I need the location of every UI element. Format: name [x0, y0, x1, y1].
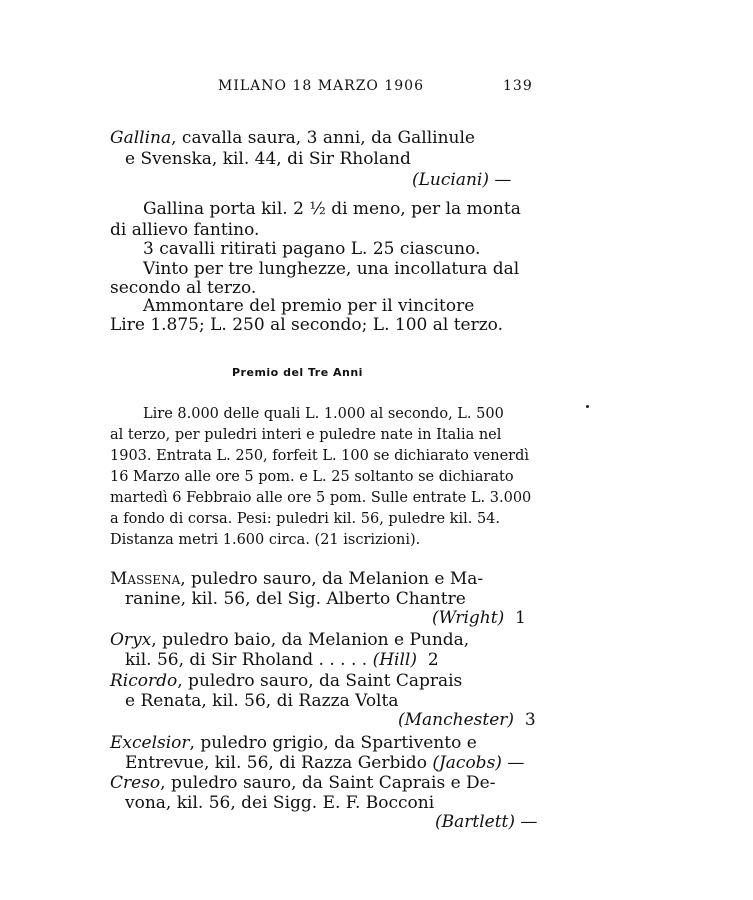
jockey-name: (Wright) — [432, 608, 505, 628]
placing: — — [507, 753, 525, 773]
note-line: 3 cavalli ritirati pagano L. 25 ciascuno. — [143, 239, 481, 259]
entry-gallina-jockey-line — [412, 170, 511, 190]
jockey-name: (Luciani) — [412, 170, 489, 190]
result-line1: Excelsior, puledro grigio, da Spartivento e — [110, 733, 477, 753]
horse-name: Ricordo — [110, 671, 178, 691]
horse-name: Creso — [110, 773, 161, 793]
result-line2: e Renata, kil. 56, di Razza Volta — [125, 691, 399, 711]
result-line1: Massena, puledro sauro, da Melanion e Ma- — [110, 569, 484, 589]
horse-name: Oryx — [110, 630, 152, 650]
note-line: Lire 1.875; L. 250 al secondo; L. 100 al terzo. — [110, 315, 504, 335]
stray-ink-dot — [586, 405, 589, 408]
result-jockey-line — [398, 710, 536, 730]
jockey-name: (Hill) — [372, 650, 417, 670]
note-line: secondo al terzo. — [110, 278, 257, 298]
result-line1: Ricordo, puledro sauro, da Saint Caprais — [110, 671, 463, 691]
conditions-line: 16 Marzo alle ore 5 pom. e L. 25 soltanto se dichiarato — [110, 469, 514, 485]
note-line: Gallina porta kil. 2 ½ di meno, per la monta — [143, 199, 521, 219]
conditions-line: martedì 6 Febbraio alle ore 5 pom. Sulle entrate L. 3.000 — [110, 490, 532, 506]
placing: 2 — [427, 650, 439, 670]
conditions-line: al terzo, per puledri interi e puledre nate in Italia nel — [110, 427, 502, 443]
horse-name: Gallina — [110, 128, 172, 148]
horse-name: Excelsior — [110, 733, 190, 753]
conditions-line: Lire 8.000 delle quali L. 1.000 al secondo, L. 500 — [143, 406, 504, 422]
horse-name: Massena — [110, 569, 181, 589]
race-title: Premio del Tre Anni — [232, 366, 363, 379]
jockey-name: (Jacobs) — [432, 753, 502, 773]
placing: — — [520, 812, 538, 832]
placing: 1 — [515, 608, 526, 628]
conditions-line: 1903. Entrata L. 250, forfeit L. 100 se dichiarato venerdì — [110, 448, 530, 464]
conditions-line: a fondo di corsa. Pesi: puledri kil. 56, puledre kil. 54. — [110, 511, 501, 527]
result-line1: Creso, puledro sauro, da Saint Caprais e De- — [110, 773, 496, 793]
entry-gallina-line1: Gallina, cavalla saura, 3 anni, da Gallinule — [110, 128, 475, 148]
result-line2: kil. 56, di Sir Rholand . . . . . (Hill) 2 — [125, 650, 439, 670]
running-header-title: MILANO 18 MARZO 1906 — [218, 78, 424, 94]
result-line1: Oryx, puledro baio, da Melanion e Punda, — [110, 630, 470, 650]
jockey-name: (Bartlett) — [435, 812, 516, 832]
jockey-name: (Manchester) — [398, 710, 515, 730]
placing: — — [494, 170, 512, 190]
note-line: di allievo fantino. — [110, 220, 260, 240]
page-number: 139 — [503, 78, 533, 94]
result-line2: vona, kil. 56, dei Sigg. E. F. Bocconi — [125, 793, 435, 813]
result-jockey-line — [432, 608, 526, 628]
note-line: Ammontare del premio per il vincitore — [143, 296, 475, 316]
note-line: Vinto per tre lunghezze, una incollatura dal — [143, 259, 520, 279]
placing: 3 — [524, 710, 536, 730]
result-line2: Entrevue, kil. 56, di Razza Gerbido (Jacobs) — — [125, 753, 525, 773]
entry-gallina-line2: e Svenska, kil. 44, di Sir Rholand — [125, 149, 411, 169]
result-line2: ranine, kil. 56, del Sig. Alberto Chantre — [125, 589, 466, 609]
result-jockey-line — [435, 812, 537, 832]
conditions-line: Distanza metri 1.600 circa. (21 iscrizioni). — [110, 532, 421, 548]
